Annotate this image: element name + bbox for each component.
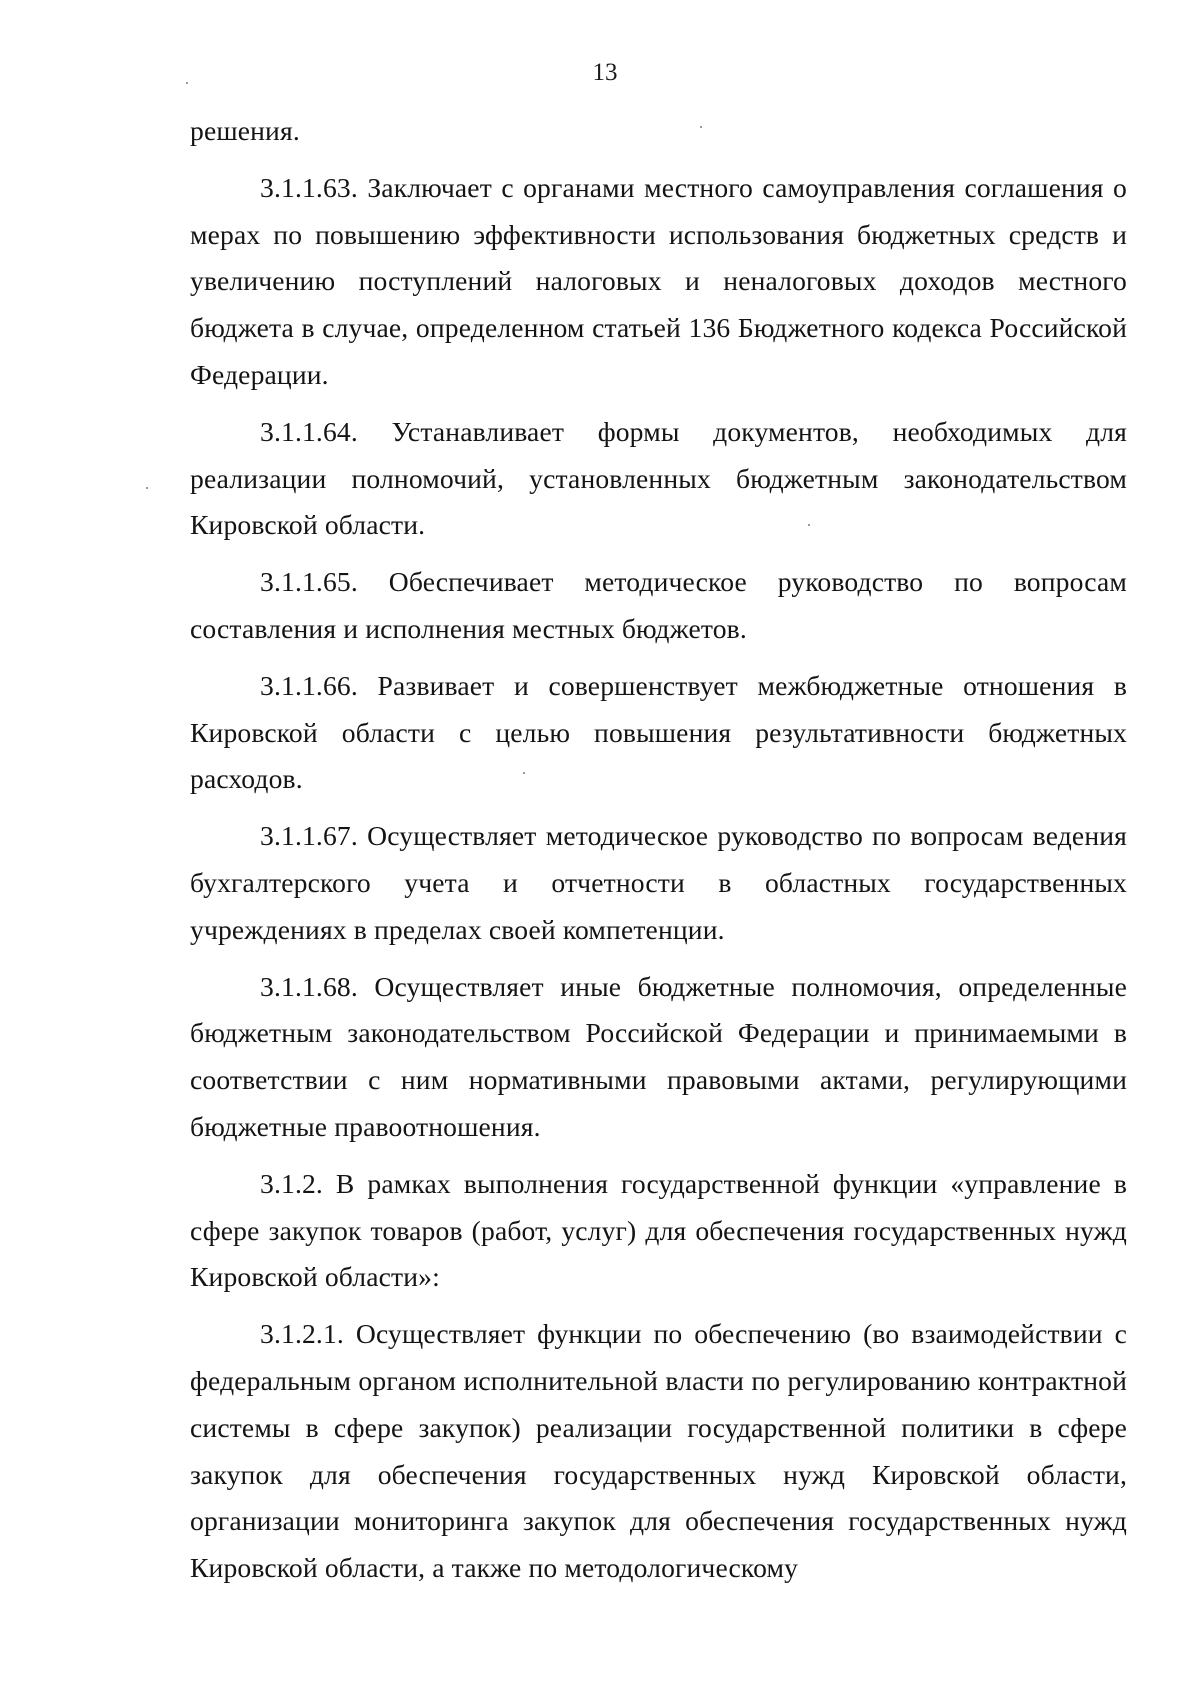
scan-speck xyxy=(700,126,702,128)
paragraph-3-1-1-65: 3.1.1.65. Обеспечивает методическое руководство по вопросам составления и исполнения местных бюджетов. xyxy=(190,566,1127,644)
paragraph-3-1-2: 3.1.2. В рамках выполнения государственной функции «управление в сфере закупок товаров (работ, услуг) для обеспечения государственных нужд Кировской области»: xyxy=(190,1167,1127,1293)
page-number: 13 xyxy=(592,59,618,86)
paragraph-continuation: решения. xyxy=(190,115,300,146)
paragraph-3-1-2-1: 3.1.2.1. Осуществляет функции по обеспечению (во взаимодействии с федеральным органом исполнительной власти по регулированию контрактной системы в сфере закупок) реализации государственной политики в сфере закупок для обеспечения государственных нужд Кировской области, организации мониторинга закупок для обеспечения государственных нужд Кировской области, а также по методологическому xyxy=(190,1318,1127,1584)
paragraph-3-1-1-67: 3.1.1.67. Осуществляет методическое руководство по вопросам ведения бухгалтерского учета и отчетности в областных государственных учреждениях в пределах своей компетенции. xyxy=(190,820,1127,945)
page-body xyxy=(190,108,1127,1592)
paragraph-3-1-1-63: 3.1.1.63. Заключает с органами местного самоуправления соглашения о мерах по повышению эффективности использования бюджетных средств и увеличению поступлений налоговых и неналоговых доходов местного бюджета в случае, определенном статьей 136 Бюджетного кодекса Российской Федерации. xyxy=(190,171,1127,390)
paragraph-3-1-1-64: 3.1.1.64. Устанавливает формы документов, необходимых для реализации полномочий, установленных бюджетным законодательством Кировской области. xyxy=(190,415,1127,541)
paragraph-3-1-1-68: 3.1.1.68. Осуществляет иные бюджетные полномочия, определенные бюджетным законодательством Российской Федерации и принимаемыми в соответствии с ним нормативными правовыми актами, регулирующими бюджетные правоотношения. xyxy=(190,970,1127,1142)
scan-speck xyxy=(186,82,188,84)
paragraph-3-1-1-66: 3.1.1.66. Развивает и совершенствует межбюджетные отношения в Кировской области с целью повышения результативности бюджетных расходов. xyxy=(190,669,1127,795)
scan-speck xyxy=(146,487,148,489)
scan-speck xyxy=(523,772,525,774)
scan-speck xyxy=(808,524,810,526)
